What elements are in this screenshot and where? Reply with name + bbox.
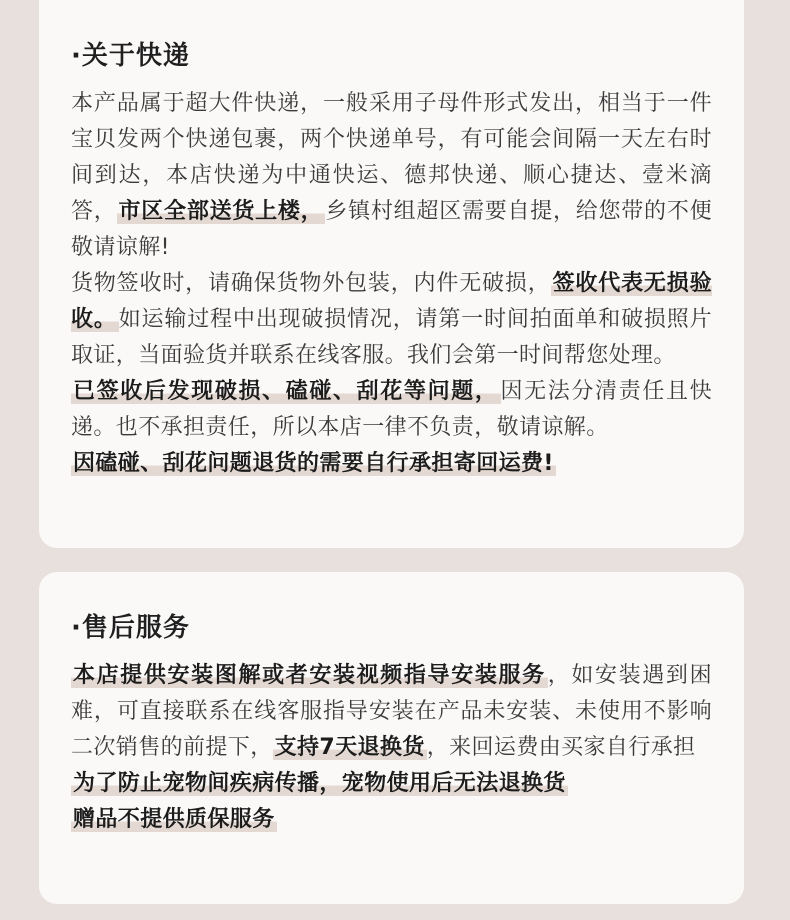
title-bullet: · <box>71 41 82 71</box>
aftersales-paragraph-1 <box>71 658 712 766</box>
delivery-p2-text: 货物签收时，请确保货物外包装，内件无破损， <box>71 271 551 296</box>
delivery-title-text: 关于快递 <box>81 41 190 71</box>
aftersales-paragraph-2 <box>71 766 712 802</box>
aftersales-title-text: 售后服务 <box>81 613 190 643</box>
delivery-p1-highlight: 市区全部送货上楼， <box>118 199 324 224</box>
delivery-title <box>71 38 712 74</box>
delivery-paragraph-2 <box>71 266 712 374</box>
aftersales-title <box>71 610 712 646</box>
delivery-paragraph-3 <box>71 374 712 446</box>
delivery-p2-highlight: 签收代表无损验收。 <box>71 271 712 332</box>
delivery-p3-tail: 因无法分清责任且快递。也不承担责任，所以本店一律不负责，敬请谅解。 <box>71 379 713 440</box>
aftersales-p2-highlight: 为了防止宠物间疾病传播，宠物使用后无法退换货 <box>73 771 566 796</box>
delivery-p1-tail: 乡镇村组超区需要自提，给您带的不便敬请谅解! <box>71 199 712 260</box>
aftersales-p1-tail: ，如安装遇到困难，可直接联系在线客服指导安装在产品未安装、未使用不影响二次销售的前提下， <box>71 663 712 760</box>
aftersales-p3-highlight: 赠品不提供质保服务 <box>73 807 275 832</box>
delivery-paragraph-1 <box>71 86 712 266</box>
aftersales-paragraph-3 <box>71 802 712 838</box>
aftersales-card <box>39 572 744 904</box>
delivery-p2-tail: 如运输过程中出现破损情况，请第一时间拍面单和破损照片取证，当面验货并联系在线客服。我们会第一时间帮您处理。 <box>71 307 712 368</box>
aftersales-p1-tail-2: ，来回运费由买家自行承担 <box>426 735 696 760</box>
delivery-paragraph-4 <box>71 446 712 482</box>
delivery-card <box>39 0 744 548</box>
delivery-p3-highlight: 已签收后发现破损、磕碰、刮花等问题， <box>73 379 499 404</box>
title-bullet: · <box>71 613 82 643</box>
aftersales-p1-highlight-2: 支持7天退换货 <box>274 735 425 760</box>
delivery-p4-highlight: 因磕碰、刮花问题退货的需要自行承担寄回运费! <box>73 451 554 476</box>
delivery-p1-text: 本产品属于超大件快递，一般采用子母件形式发出，相当于一件宝贝发两个快递包裹，两个快递单号，有可能会间隔一天左右时间到达，本店快递为中通快运、德邦快递、顺心捷达、壹米滴答， <box>71 91 712 224</box>
aftersales-p1-highlight: 本店提供安装图解或者安装视频指导安装服务 <box>73 663 546 688</box>
